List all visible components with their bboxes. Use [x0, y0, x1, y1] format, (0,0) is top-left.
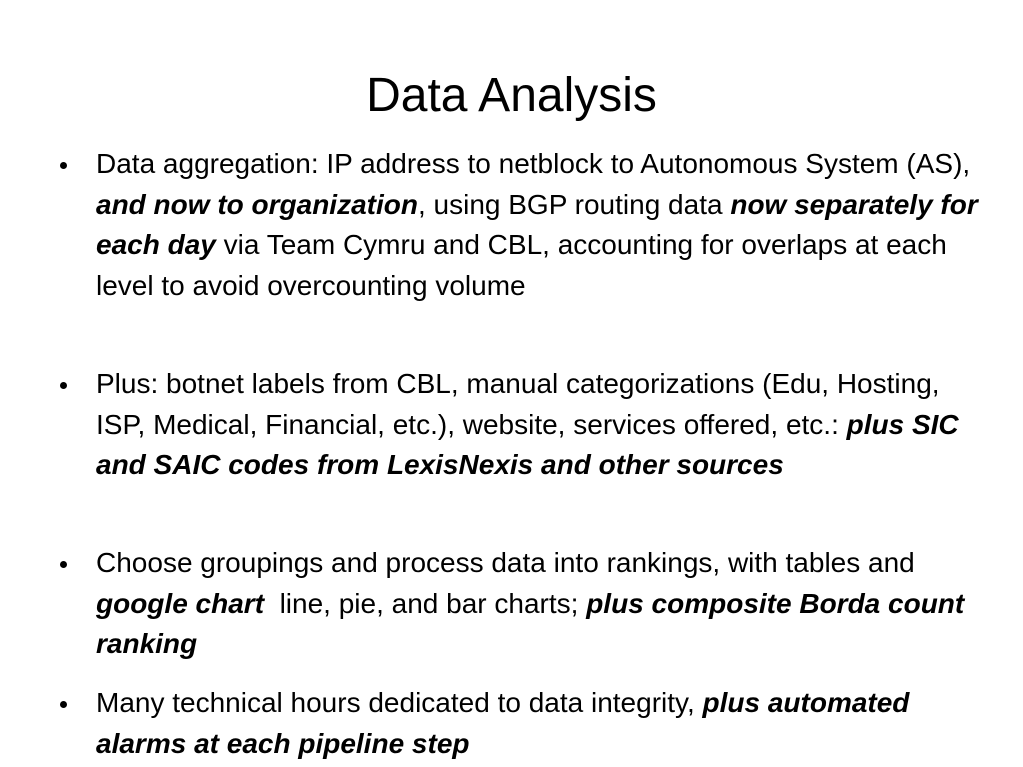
bullet-dot-icon	[60, 162, 67, 169]
bullet-text: Data aggregation: IP address to netblock to Autonomous System (AS), and now to organization, using BGP routing data now separately for each day via Team Cymru and CBL, accounting for overlaps at each level to avoid overcounting volume	[96, 148, 978, 301]
bullet-text: Many technical hours dedicated to data integrity, plus automated alarms at each pipeline step	[96, 687, 910, 759]
bullet-item-integrity	[96, 683, 986, 764]
bullet-dot-icon	[60, 382, 67, 389]
bullet-item-labels	[96, 364, 986, 486]
bullet-item-groupings	[96, 543, 986, 665]
bullet-text: Plus: botnet labels from CBL, manual categorizations (Edu, Hosting, ISP, Medical, Financial, etc.), website, services offered, etc.: plus SIC and SAIC codes from LexisNexis and other sources	[96, 368, 959, 480]
slide-title: Data Analysis	[366, 69, 657, 122]
bullet-dot-icon	[60, 561, 67, 568]
bullet-dot-icon	[60, 701, 67, 708]
bullet-item-data-aggregation	[96, 144, 986, 306]
bullet-text: Choose groupings and process data into rankings, with tables and google chart line, pie, and bar charts; plus composite Borda count ranking	[96, 547, 965, 659]
